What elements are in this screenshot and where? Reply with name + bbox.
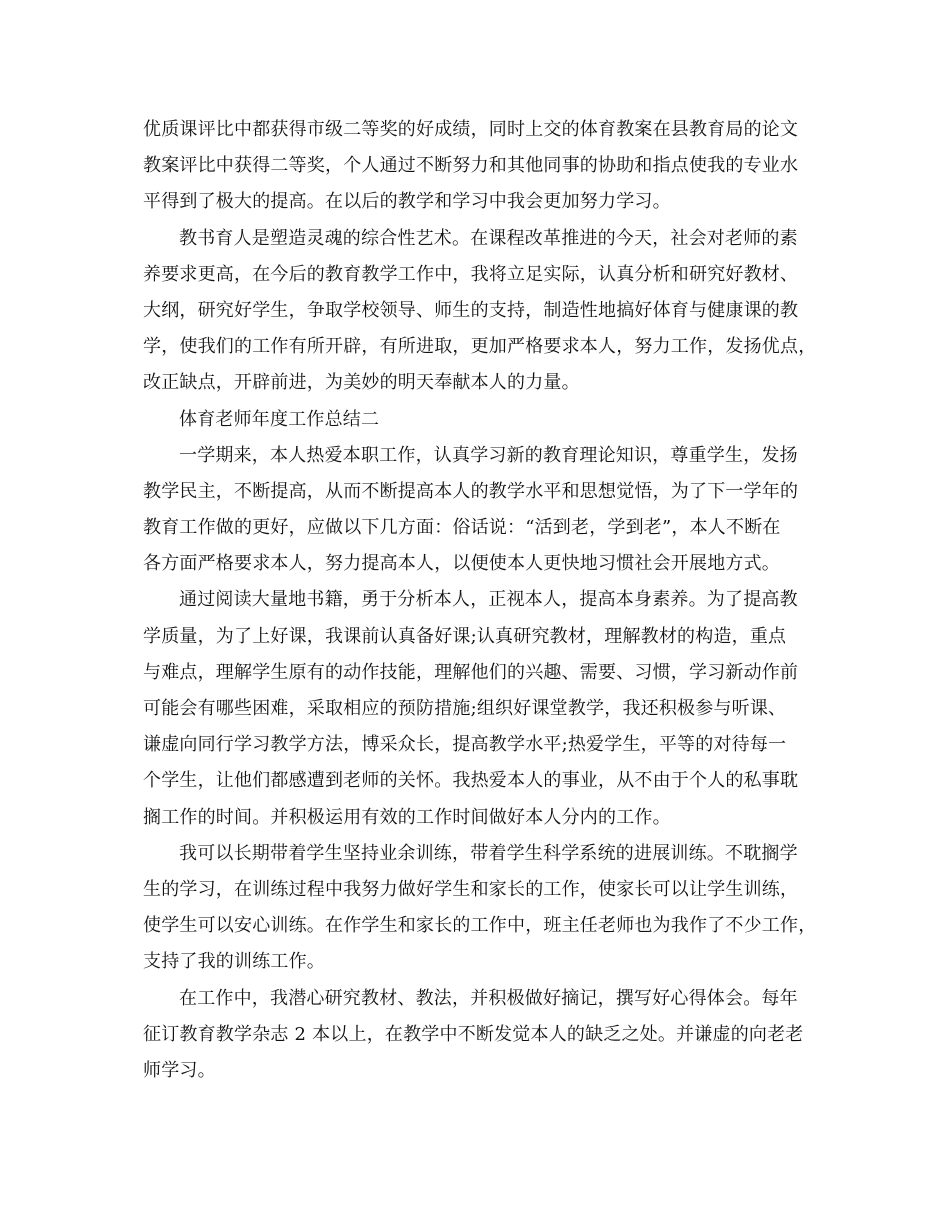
text-line: 体育老师年度工作总结二 xyxy=(179,408,380,430)
text-line: 优质课评比中都获得市级二等奖的好成绩，同时上交的体育教案在县教育局的论文 xyxy=(143,119,799,140)
text-line: 我可以长期带着学生坚持业余训练，带着学生科学系统的进展训练。不耽搁学 xyxy=(179,842,798,864)
text-line: 支持了我的训练工作。 xyxy=(143,951,325,973)
text-line: 教育工作做的更好，应做以下几方面：俗话说：“活到老，学到老”，本人不断在 xyxy=(143,517,781,539)
text-line: 搁工作的时间。并积极运用有效的工作时间做好本人分内的工作。 xyxy=(143,806,671,828)
text-line: 谦虚向同行学习教学方法，博采众长，提高教学水平;热爱学生，平等的对待每一 xyxy=(143,734,787,756)
text-line: 平得到了极大的提高。在以后的教学和学习中我会更加努力学习。 xyxy=(143,191,671,213)
text-line: 改正缺点，开辟前进，为美妙的明天奉献本人的力量。 xyxy=(143,372,580,394)
text-line: 学，使我们的工作有所开辟，有所进取，更加严格要求本人，努力工作，发扬优点， xyxy=(143,336,817,358)
text-line: 与难点，理解学生原有的动作技能，理解他们的兴趣、需要、习惯，学习新动作前 xyxy=(143,661,799,683)
text-line: 师学习。 xyxy=(143,1059,216,1081)
text-line: 养要求更高，在今后的教育教学工作中，我将立足实际，认真分析和研究好教材、 xyxy=(143,263,799,285)
text-line: 教书育人是塑造灵魂的综合性艺术。在课程改革推进的今天，社会对老师的素 xyxy=(179,227,798,249)
text-line: 个学生，让他们都感遭到老师的关怀。我热爱本人的事业，从不由于个人的私事耽 xyxy=(143,770,799,792)
text-line: 各方面严格要求本人，努力提高本人，以便使本人更快地习惯社会开展地方式。 xyxy=(143,553,780,575)
text-line: 可能会有哪些困难，采取相应的预防措施;组织好课堂教学，我还积极参与听课、 xyxy=(143,698,787,719)
document-body xyxy=(143,112,823,1089)
text-line: 使学生可以安心训练。在作学生和家长的工作中，班主任老师也为我作了不少工作， xyxy=(143,915,817,937)
text-line: 教案评比中获得二等奖，个人通过不断努力和其他同事的协助和指点使我的专业水 xyxy=(143,155,799,177)
text-line: 大纲，研究好学生，争取学校领导、师生的支持，制造性地搞好体育与健康课的教 xyxy=(143,299,799,321)
text-line: 一学期来，本人热爱本职工作，认真学习新的教育理论知识，尊重学生，发扬 xyxy=(179,444,798,466)
text-line: 在工作中，我潜心研究教材、教法，并积极做好摘记，撰写好心得体会。每年 xyxy=(179,987,798,1009)
text-line: 学质量，为了上好课，我课前认真备好课;认真研究教材，理解教材的构造，重点 xyxy=(143,625,787,647)
text-line: 通过阅读大量地书籍，勇于分析本人，正视本人，提高本身素养。为了提高教 xyxy=(179,589,798,611)
text-line: 征订教育教学杂志 2 本以上，在教学中不断发觉本人的缺乏之处。并谦虚的向老老 xyxy=(143,1023,804,1045)
text-line: 教学民主，不断提高，从而不断提高本人的教学水平和思想觉悟，为了下一学年的 xyxy=(143,480,799,502)
text-line: 生的学习，在训练过程中我努力做好学生和家长的工作，使家长可以让学生训练， xyxy=(143,878,799,900)
